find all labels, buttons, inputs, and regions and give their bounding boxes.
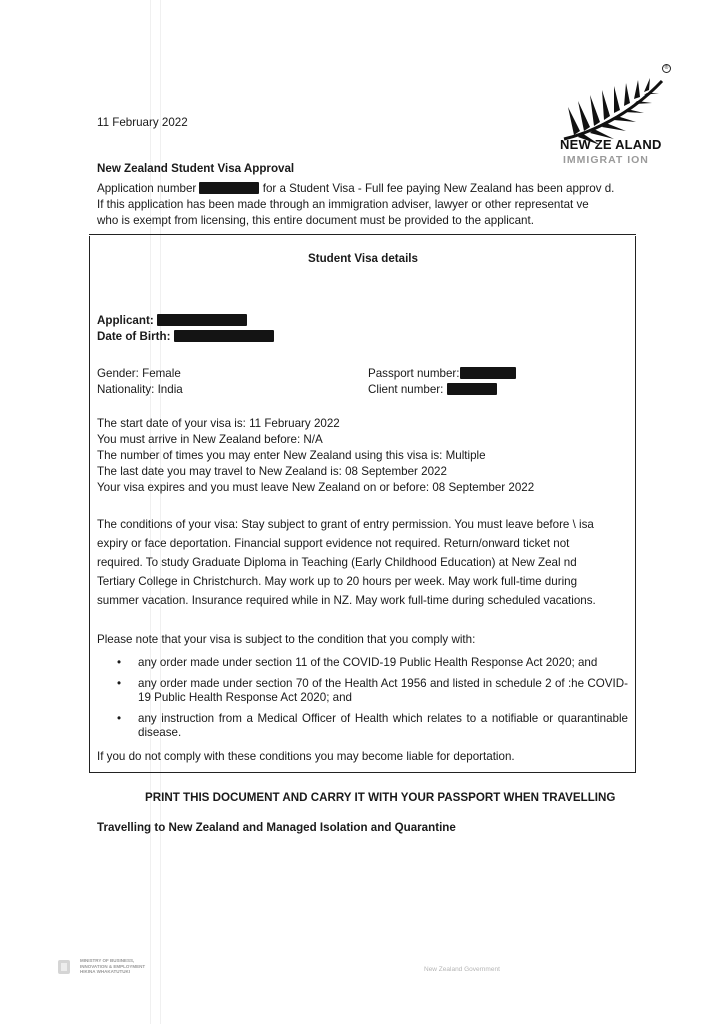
condition-bullet-list [98,656,628,747]
list-item [98,677,628,706]
nationality: Nationality: India [97,383,183,396]
conditions-line-3: required. To study Graduate Diploma in Teaching (Early Childhood Education) at New Zeal nd [97,556,577,569]
arrival-deadline: You must arrive in New Zealand before: N/A [97,433,323,446]
travel-heading: Travelling to New Zealand and Managed Isolation and Quarantine [97,821,456,834]
ministry-line: MINISTRY OF BUSINESS, [80,958,135,963]
print-notice: PRINT THIS DOCUMENT AND CARRY IT WITH YOUR PASSPORT WHEN TRAVELLING [145,791,616,804]
bullet-icon: • [117,656,122,669]
applicant-row [97,313,247,328]
conditions-line-1: The conditions of your visa: Stay subject to grant of entry permission. You must leave before \ isa [97,518,594,531]
redacted-passport-number [460,367,516,379]
gender: Gender: Female [97,367,181,380]
passport-row [368,366,516,381]
intro-line-1-rest: for a Student Visa - Full fee paying New Zealand has been approv d. [262,182,615,195]
intro-line-1 [97,181,614,196]
client-label: Client number: [368,383,444,396]
logo-text-immigration: IMMIGRAT ION [563,154,649,166]
bullet-text: any order made under section 70 of the Health Act 1956 and listed in schedule 2 of :he COVID-19 Public Health Response Act 2020; and [138,676,628,704]
details-title: Student Visa details [308,252,418,265]
coat-of-arms-icon [55,958,73,976]
conditions-line-5: summer vacation. Insurance required while in NZ. May work full-time during scheduled vacations. [97,594,596,607]
intro-application-number-label: Application number [97,182,197,195]
dob-label: Date of Birth: [97,330,171,343]
redacted-client-number [447,383,497,395]
client-row [368,382,497,397]
logo-text-new-zealand: NEW ZE ALAND [560,137,662,152]
number-of-entries: The number of times you may enter New Zealand using this visa is: Multiple [97,449,486,462]
deportation-notice: If you do not comply with these conditions you may become liable for deportation. [97,750,515,763]
bullet-text: any instruction from a Medical Officer of Health which relates to a notifiable or quarantinable disease. [138,711,628,739]
redacted-application-number [199,182,259,194]
list-item [98,712,628,741]
last-travel-date: The last date you may travel to New Zealand is: 08 September 2022 [97,465,447,478]
applicant-label: Applicant: [97,314,154,327]
bullet-icon: • [117,711,122,725]
ministry-footer [80,958,145,975]
ministry-line: HIKINA WHAKATUTUKI [80,969,130,974]
letter-heading: New Zealand Student Visa Approval [97,162,295,175]
ministry-line: INNOVATION & EMPLOYMENT [80,963,146,969]
intro-line-2: If this application has been made through an immigration adviser, lawyer or other representat ve [97,198,589,211]
letter-date: 11 February 2022 [97,116,188,129]
redacted-applicant-name [157,314,247,326]
intro-line-3: who is exempt from licensing, this entire document must be provided to the applicant. [97,214,534,227]
dob-row [97,329,274,344]
please-note: Please note that your visa is subject to the condition that you comply with: [97,633,476,646]
conditions-line-4: Tertiary College in Christchurch. May work up to 20 hours per week. May work full-time during [97,575,578,588]
passport-label: Passport number: [368,367,460,380]
visa-expiry-date: Your visa expires and you must leave New Zealand on or before: 08 September 2022 [97,481,535,494]
list-item [98,656,628,671]
bullet-text: any order made under section 11 of the COVID-19 Public Health Response Act 2020; and [138,656,598,669]
government-footer: New Zealand Government [424,966,500,973]
registered-mark: ® [662,64,671,73]
conditions-line-2: expiry or face deportation. Financial support evidence not required. Return/onward ticket not [97,537,570,550]
details-box-bottom-border [89,772,636,773]
redacted-date-of-birth [174,330,274,342]
bullet-icon: • [117,676,122,690]
visa-start-date: The start date of your visa is: 11 February 2022 [97,417,340,430]
